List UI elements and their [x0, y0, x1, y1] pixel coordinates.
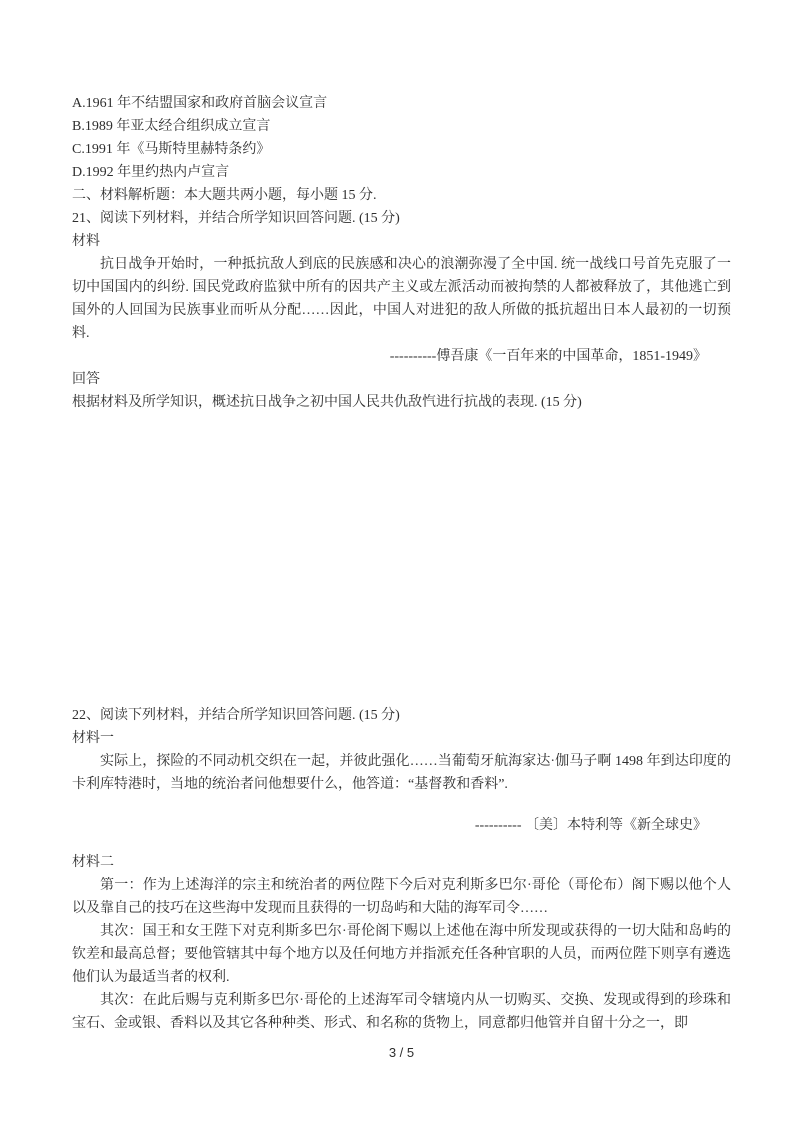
question-21-answer-prompt: 根据材料及所学知识，概述抗日战争之初中国人民共仇敌忾进行抗战的表现. (15 分) [72, 395, 582, 410]
answer-blank-space [72, 414, 731, 704]
question-22-material2-paragraph: 第一：作为上述海洋的宗主和统治者的两位陛下今后对克利斯多巴尔·哥伦（哥伦布）阁下赐以他个人以及靠自己的技巧在这些海中发现而且获得的一切岛屿和大陆的海军司令…… [72, 878, 731, 916]
question-22-material1-text: 实际上，探险的不同动机交织在一起，并彼此强化……当葡萄牙航海家达·伽马子啊 1498 年到达印度的卡利库特港时，当地的统治者问他想要什么，他答道：“基督教和香料”. [72, 754, 731, 792]
question-21-title: 21、阅读下列材料，并结合所学知识回答问题. (15 分) [72, 211, 400, 226]
page-number: 3 / 5 [388, 1045, 415, 1060]
question-22-material2-paragraph: 其次：在此后赐与克利斯多巴尔·哥伦的上述海军司令辖境内从一切购买、交换、发现或得到的珍珠和宝石、金或银、香料以及其它各种种类、形式、和名称的货物上，同意都归他管并自留十分之一，即 [72, 993, 731, 1031]
question-22-material2-paragraph: 其次：国王和女王陛下对克利斯多巴尔·哥伦阁下赐以上述他在海中所发现或获得的一切大陆和岛屿的钦差和最高总督；要他管辖其中每个地方以及任何地方并指派充任各种官职的人员，而两位陛下则享有遴选他们认为最适当者的权利. [72, 924, 731, 985]
question-21-material-label: 材料 [72, 234, 100, 249]
gap [72, 796, 731, 814]
option-d: D.1992 年里约热内卢宣言 [72, 165, 230, 180]
option-c: C.1991 年《马斯特里赫特条约》 [72, 142, 271, 157]
gap [72, 837, 731, 851]
question-21-answer-label: 回答 [72, 372, 100, 387]
question-21-source: ----------傅吾康《一百年来的中国革命，1851-1949》 [389, 349, 707, 364]
option-a: A.1961 年不结盟国家和政府首脑会议宣言 [72, 96, 328, 111]
question-22-material1-source: ---------- 〔美〕本特利等《新全球史》 [474, 818, 707, 833]
option-b: B.1989 年亚太经合组织成立宣言 [72, 119, 271, 134]
question-21-material-text: 抗日战争开始时，一种抵抗敌人到底的民族感和决心的浪潮弥漫了全中国. 统一战线口号首先克服了一切中国国内的纠纷. 国民党政府监狱中所有的因共产主义或左派活动而被拘禁的人都被释放了，其他逃亡到国外的人回国为民族事业而听从分配……因此，中国人对进犯的敌人所做的抵抗超出日本人最初的一切预料. [72, 257, 731, 341]
question-22-material2-label: 材料二 [72, 855, 114, 870]
section-header: 二、材料解析题：本大题共两小题，每小题 15 分. [72, 188, 377, 203]
question-22-title: 22、阅读下列材料，并结合所学知识回答问题. (15 分) [72, 708, 400, 723]
question-22-material1-label: 材料一 [72, 731, 114, 746]
